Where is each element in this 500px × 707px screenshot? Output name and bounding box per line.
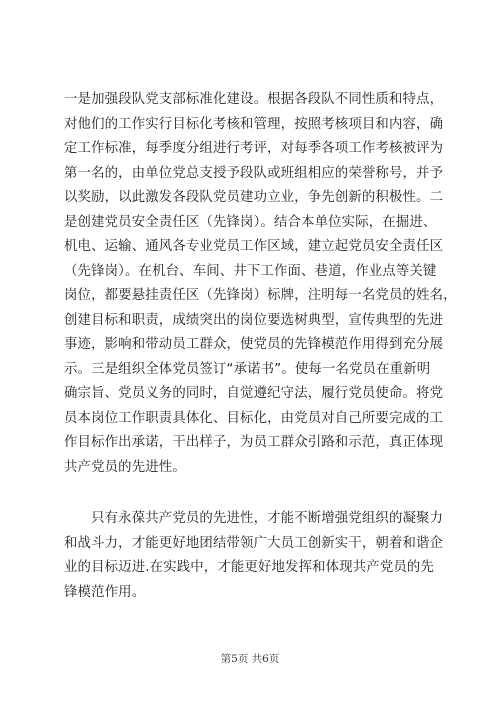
text-line: 定工作标准，每季度分组进行考评，对每季各项工作考核被评为 [64, 141, 444, 156]
document-body [64, 88, 457, 605]
text-line: 锋模范作用。 [64, 584, 146, 600]
text-line: 员本岗位工作职责具体化、目标化，由党员对自己所要完成的工 [64, 410, 444, 426]
text-line: 事迹，影响和带动员工群众，使党员的先锋模范作用得到充分展 [64, 337, 444, 352]
text-line: 示。三是组织全体党员签订“承诺书”。使每一名党员在重新明 [64, 361, 431, 377]
text-line: 一是加强段队党支部标准化建设。根据各段队不同性质和特点， [64, 92, 444, 107]
paragraph-spacer [64, 480, 444, 507]
text-line: 共产党员的先进性。 [64, 459, 186, 475]
text-line: 业的目标迈进.在实践中，才能更好地发挥和体现共产党员的先 [64, 560, 435, 575]
text-line: 是创建党员安全责任区（先锋岗）。结合本单位实际，在掘进、 [64, 214, 437, 230]
text-line: 对他们的工作实行目标化考核和管理，按照考核项目和内容，确 [64, 116, 444, 132]
text-line: 以奖励，以此激发各段队党员建功立业，争先创新的积极性。二 [64, 190, 444, 205]
text-line: 确宗旨、党员义务的同时，自觉遵纪守法，履行党员使命。将党 [64, 386, 444, 401]
text-line: 作目标作出承诺，干出样子，为员工群众引路和示范，真正体现 [64, 435, 444, 450]
text-line: 创建目标和职责，成绩突出的岗位要选树典型，宣传典型的先进 [64, 312, 444, 328]
text-line: （先锋岗）。在机台、车间、井下工作面、巷道，作业点等关键 [64, 263, 437, 279]
text-line: 第一名的，由单位党总支授予段队或班组相应的荣誉称号，并予 [64, 165, 444, 181]
paragraph-1 [64, 88, 457, 480]
text-line: 岗位，都要悬挂责任区（先锋岗）标牌，注明每一名党员的姓名， [64, 288, 457, 303]
text-line: 只有永葆共产党员的先进性，才能不断增强党组织的凝聚力 [64, 511, 444, 526]
text-line: 和战斗力，才能更好地团结带领广大员工创新实干，朝着和谐企 [64, 535, 444, 551]
page-number-footer: 第5页 共6页 [220, 653, 280, 665]
paragraph-2 [64, 507, 444, 605]
text-line: 机电、运输、通风各专业党员工作区域，建立起党员安全责任区 [64, 239, 444, 254]
